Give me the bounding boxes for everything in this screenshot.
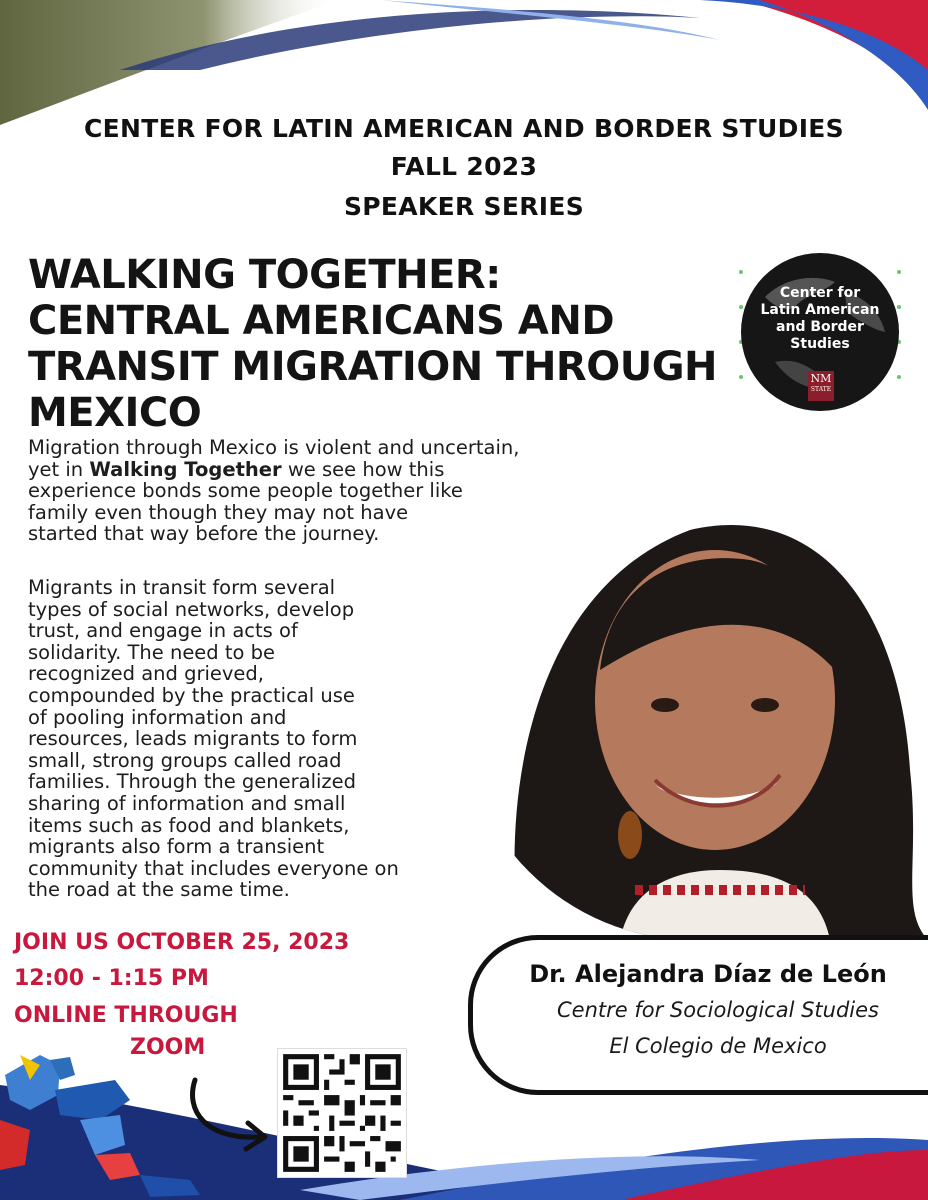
portrait-illustration: [460, 470, 928, 940]
body-line-11: sharing of information and small: [28, 791, 346, 815]
intro-line-1: Migration through Mexico is violent and uncertain,: [28, 436, 520, 459]
body-line-12: items such as food and blankets,: [28, 813, 350, 837]
intro-line-2-post: we see how this: [281, 457, 445, 481]
intro-line-5: started that way before the journey.: [28, 522, 380, 546]
arrow-icon: [180, 1075, 280, 1155]
speaker-affiliation-2: El Colegio de Mexico: [609, 1034, 827, 1058]
org-name: CENTER FOR LATIN AMERICAN AND BORDER STUDIES: [84, 114, 844, 143]
term: FALL 2023: [390, 152, 538, 181]
body-line-1: Migrants in transit form several: [28, 576, 336, 599]
title-line-3: TRANSIT MIGRATION THROUGH: [28, 344, 718, 390]
logo-line-4: Studies: [790, 336, 850, 352]
speaker-affiliation-1: Centre for Sociological Studies: [557, 998, 879, 1022]
logo-line-2: Latin American: [760, 302, 880, 318]
body-line-15: the road at the same time.: [28, 878, 290, 902]
event-date: JOIN US OCTOBER 25, 2023: [14, 930, 350, 955]
red-corner-top: [740, 0, 928, 95]
body-line-8: resources, leads migrants to form: [28, 727, 358, 751]
zoom-qr-code[interactable]: [277, 1048, 407, 1178]
series: SPEAKER SERIES: [343, 192, 585, 221]
body-line-3: trust, and engage in acts of: [28, 619, 298, 643]
book-title: Walking Together: [89, 457, 282, 481]
title-line-1: WALKING TOGETHER:: [28, 252, 501, 298]
intro-line-2-pre: yet in: [28, 457, 90, 481]
badge-bottom: STATE: [810, 386, 832, 393]
body-line-4: solidarity. The need to be: [28, 640, 276, 664]
intro-line-4: family even though they may not have: [28, 500, 409, 524]
body-line-10: families. Through the generalized: [28, 770, 357, 794]
event-venue-line-2: ZOOM: [130, 1035, 206, 1060]
nmstate-badge: [808, 371, 834, 401]
title-line-4: MEXICO: [28, 390, 202, 436]
body-line-14: community that includes everyone on: [28, 856, 399, 880]
event-time: 12:00 - 1:15 PM: [14, 966, 209, 991]
logo-line-3: and Border: [776, 319, 864, 335]
body-line-7: of pooling information and: [28, 705, 287, 729]
body-line-5: recognized and grieved,: [28, 662, 265, 686]
badge-top: NM: [810, 372, 832, 385]
intro-line-3: experience bonds some people together like: [28, 479, 463, 503]
event-venue-line-1: ONLINE THROUGH: [14, 1003, 238, 1028]
body-line-13: migrants also form a transient: [28, 835, 325, 859]
logo-text: [745, 285, 895, 353]
body-line-6: compounded by the practical use: [28, 683, 355, 707]
speaker-photo: [460, 470, 928, 940]
body-line-2: types of social networks, develop: [28, 597, 355, 621]
qr-code-icon: [278, 1049, 406, 1177]
body-paragraph: [28, 577, 399, 901]
body-line-9: small, strong groups called road: [28, 748, 342, 772]
title-line-2: CENTRAL AMERICANS AND: [28, 298, 615, 344]
logo-line-1: Center for: [779, 285, 861, 301]
speaker-name: Dr. Alejandra Díaz de León: [529, 960, 887, 988]
